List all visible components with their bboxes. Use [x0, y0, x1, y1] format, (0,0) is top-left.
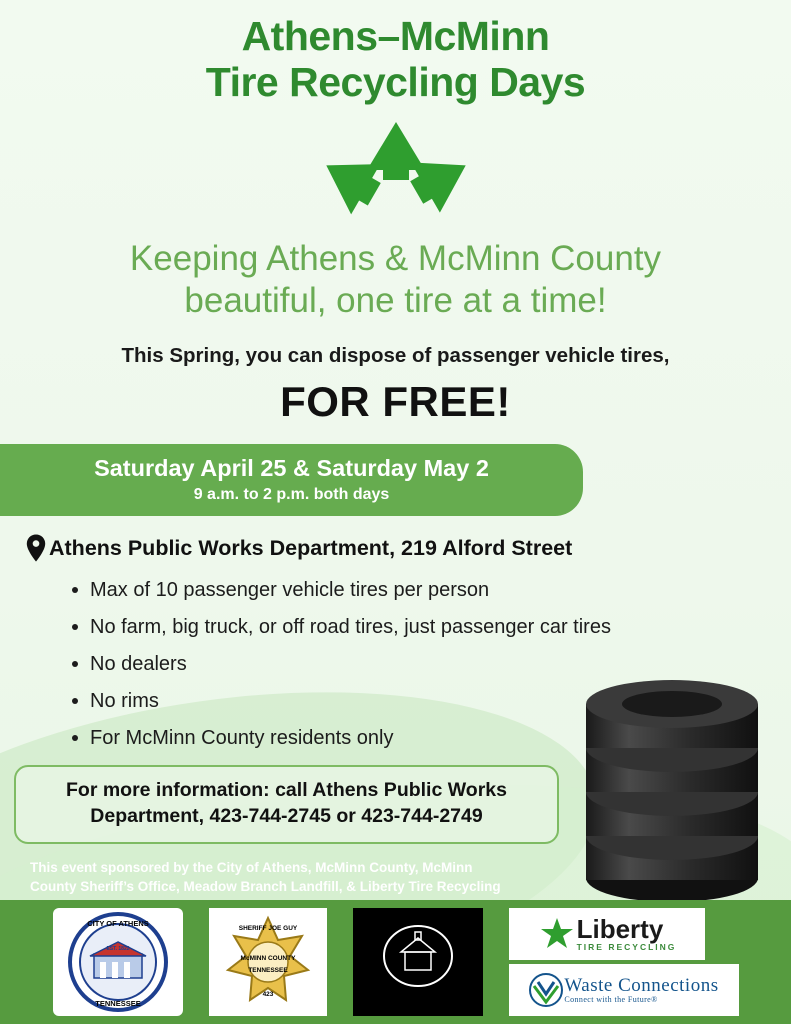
mcminn-years-text: 200 years — [387, 990, 448, 1006]
event-dates: Saturday April 25 & Saturday May 2 — [94, 454, 489, 481]
page-title — [0, 0, 791, 106]
event-location — [0, 534, 791, 562]
title-line-1: Athens–McMinn — [241, 13, 550, 59]
waste-connections-logo — [509, 964, 739, 1016]
more-information-box — [14, 765, 559, 844]
list-item: No farm, big truck, or off road tires, just passenger car tires — [72, 617, 791, 637]
event-date-banner — [0, 444, 583, 516]
list-item: For McMinn County residents only — [72, 728, 791, 748]
list-item: Max of 10 passenger vehicle tires per person — [72, 580, 791, 600]
liberty-sub-text: TIRE RECYCLING — [576, 942, 677, 952]
seal-top-text: CITY OF ATHENS — [86, 919, 149, 928]
list-item: No rims — [72, 691, 791, 711]
mcminn-county-sheriff-badge — [209, 908, 327, 1016]
location-text: Athens Public Works Department, 219 Alford Street — [49, 535, 573, 560]
waste-sub-text: Connect with the Future® — [564, 995, 658, 1004]
mcminn-county-200-years-logo — [353, 908, 483, 1016]
liberty-tire-recycling-logo — [509, 908, 705, 960]
waste-main-text: Waste Connections — [564, 975, 719, 996]
badge-bottom-text: TENNESSEE — [247, 967, 288, 974]
event-hours: 9 a.m. to 2 p.m. both days — [193, 486, 390, 503]
free-headline: FOR FREE! — [280, 377, 511, 425]
sponsor-text — [30, 858, 570, 897]
badge-mid-text: McMINN COUNTY — [240, 955, 295, 962]
tagline — [0, 238, 791, 322]
badge-top-text: SHERIFF JOE GUY — [238, 925, 297, 932]
badge-number: 423 — [262, 991, 273, 998]
sponsor-logo-bar — [0, 900, 791, 1024]
info-line-2: Department, 423-744-2745 or 423-744-2749 — [90, 805, 483, 828]
sponsor-line-1: This event sponsored by the City of Athens, McMinn County, McMinn — [30, 859, 473, 875]
tagline-line-2: beautiful, one tire at a time! — [184, 280, 607, 320]
title-line-2: Tire Recycling Days — [205, 58, 586, 105]
waste-connections-icon — [528, 972, 564, 1008]
recycle-icon — [301, 118, 491, 226]
tagline-line-1: Keeping Athens & McMinn County — [129, 238, 662, 278]
seal-bottom-text: TENNESSEE — [94, 999, 141, 1008]
partner-logo-stack — [509, 908, 739, 1016]
map-pin-icon — [26, 534, 46, 562]
info-line-1: For more information: call Athens Public Works — [66, 779, 507, 801]
subline: This Spring, you can dispose of passenger vehicle tires, — [121, 343, 670, 367]
stack-of-tires-photo — [567, 640, 777, 910]
seal-est-text: EST. 1822 — [105, 946, 130, 952]
list-item: No dealers — [72, 654, 791, 674]
city-of-athens-seal — [53, 908, 183, 1016]
recycle-icon-container — [0, 118, 791, 228]
liberty-main-text: Liberty — [576, 914, 664, 944]
mcminn-top-text: McMINN COUNTY — [380, 917, 455, 926]
liberty-star-icon — [537, 914, 577, 954]
sponsor-line-2: County Sheriff’s Office, Meadow Branch Landfill, & Liberty Tire Recycling — [30, 879, 501, 895]
